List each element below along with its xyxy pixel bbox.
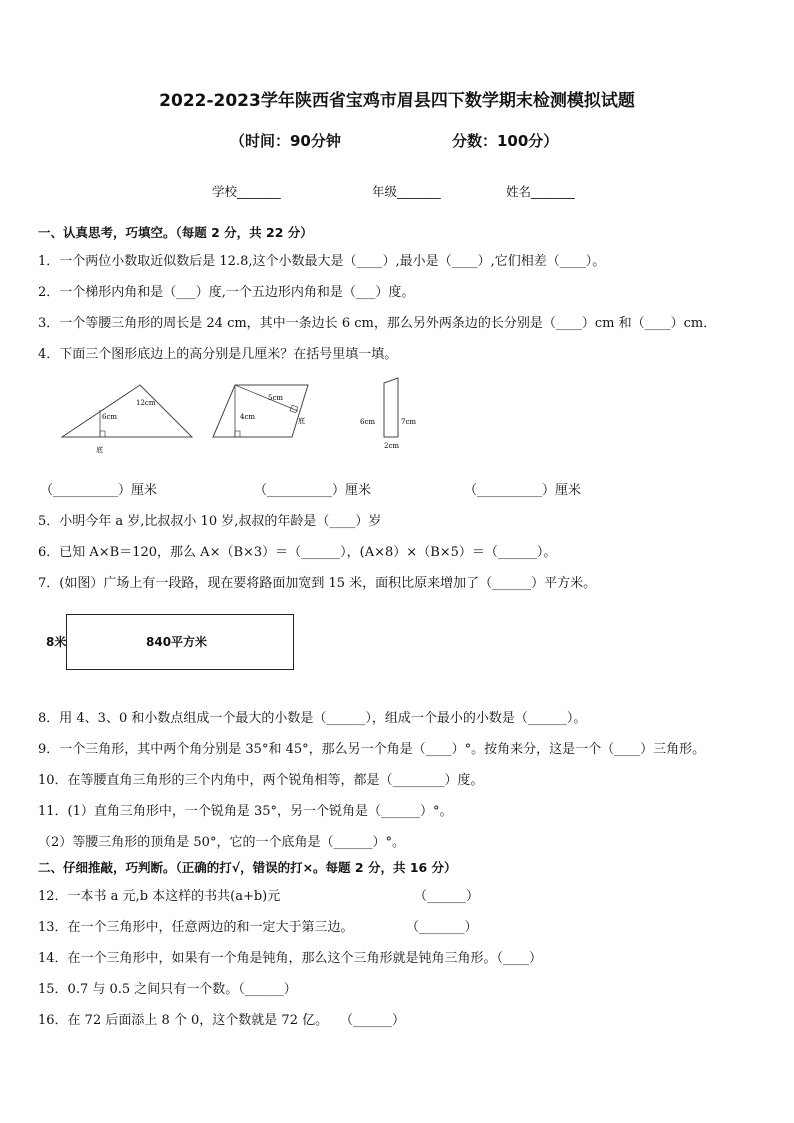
question-12-blank: （______） xyxy=(414,889,480,904)
parallelogram-base-label: 底 xyxy=(298,417,305,425)
question-12: 12．一本书 a 元,b 本这样的书共(a+b)元 xyxy=(38,889,281,904)
name-field: 姓名_______ xyxy=(506,184,575,199)
question-4: 4．下面三个图形底边上的高分别是几厘米？在括号里填一填。 xyxy=(38,347,398,362)
question-16: 16．在 72 后面添上 8 个 0，这个数就是 72 亿。 xyxy=(38,1013,329,1028)
question-16-blank: （______） xyxy=(340,1013,406,1028)
section-2-heading: 二、仔细推敲，巧判断。（正确的打√，错误的打×。每题 2 分，共 16 分） xyxy=(38,860,457,875)
section-1-heading: 一、认真思考，巧填空。（每题 2 分，共 22 分） xyxy=(38,225,313,240)
exam-score: 分数：100分） xyxy=(452,132,559,150)
question-7: 7．(如图）广场上有一段路，现在要将路面加宽到 15 米，面积比原来增加了（______）平方米。 xyxy=(38,576,597,591)
exam-time: （时间：90分钟 xyxy=(230,132,341,150)
question-15: 15．0.7 与 0.5 之间只有一个数。（______） xyxy=(38,982,297,997)
q4-answer-1: （__________）厘米 xyxy=(40,483,158,498)
question-2: 2．一个梯形内角和是（___）度,一个五边形内角和是（___）度。 xyxy=(38,285,415,300)
q4-answer-2: （__________）厘米 xyxy=(254,483,372,498)
question-1: 1．一个两位小数取近似数后是 12.8,这个小数最大是（____）,最小是（____）,它们相差（____）。 xyxy=(38,254,606,269)
question-13-blank: （_______） xyxy=(406,920,478,935)
question-9: 9．一个三角形，其中两个角分别是 35°和 45°，那么另一个角是（____）°。按角来分，这是一个（____）三角形。 xyxy=(38,742,706,757)
road-area-label: 840平方米 xyxy=(146,635,208,649)
grade-field: 年级_______ xyxy=(372,184,441,199)
triangle-side-label: 12cm xyxy=(136,399,156,407)
question-11-2: （2）等腰三角形的顶角是 50°，它的一个底角是（______）°。 xyxy=(38,835,405,850)
question-13: 13．在一个三角形中，任意两边的和一定大于第三边。 xyxy=(38,920,354,935)
question-3: 3．一个等腰三角形的周长是 24 cm，其中一条边长 6 cm，那么另外两条边的长分别是（____）cm 和（____）cm． xyxy=(38,316,717,331)
question-11-1: 11．(1）直角三角形中，一个锐角是 35°，另一个锐角是（______）°。 xyxy=(38,804,453,819)
question-6: 6．已知 A×B＝120，那么 A×（B×3）＝（______），(A×8）×（B×5）＝（______）。 xyxy=(38,545,557,560)
school-field: 学校_______ xyxy=(212,184,281,199)
trapezoid-right-label: 7cm xyxy=(401,418,417,426)
trapezoid-figure xyxy=(360,378,416,450)
question-8: 8．用 4、3、0 和小数点组成一个最大的小数是（______），组成一个最小的小数是（______）。 xyxy=(38,711,587,726)
road-width-label: 8米 xyxy=(46,635,67,649)
triangle-base-label: 底 xyxy=(96,446,103,454)
question-10: 10．在等腰直角三角形的三个内角中，两个锐角相等，都是（________）度。 xyxy=(38,773,484,788)
trapezoid-left-label: 6cm xyxy=(360,418,376,426)
triangle-figure xyxy=(62,385,192,454)
trapezoid-bottom-label: 2cm xyxy=(384,442,400,450)
question-5: 5．小明今年 a 岁,比叔叔小 10 岁,叔叔的年龄是（____）岁 xyxy=(38,514,382,529)
parallelogram-height-label: 4cm xyxy=(240,413,256,421)
road-figure xyxy=(46,614,294,670)
parallelogram-side-label: 5cm xyxy=(268,394,284,402)
question-14: 14．在一个三角形中，如果有一个角是钝角，那么这个三角形就是钝角三角形。（____） xyxy=(38,951,543,966)
parallelogram-figure xyxy=(213,385,308,437)
triangle-height-label: 6cm xyxy=(102,413,118,421)
q4-answer-3: （__________）厘米 xyxy=(464,483,582,498)
q4-figures xyxy=(40,375,420,460)
page-title: 2022-2023学年陕西省宝鸡市眉县四下数学期末检测模拟试题 xyxy=(159,91,635,111)
